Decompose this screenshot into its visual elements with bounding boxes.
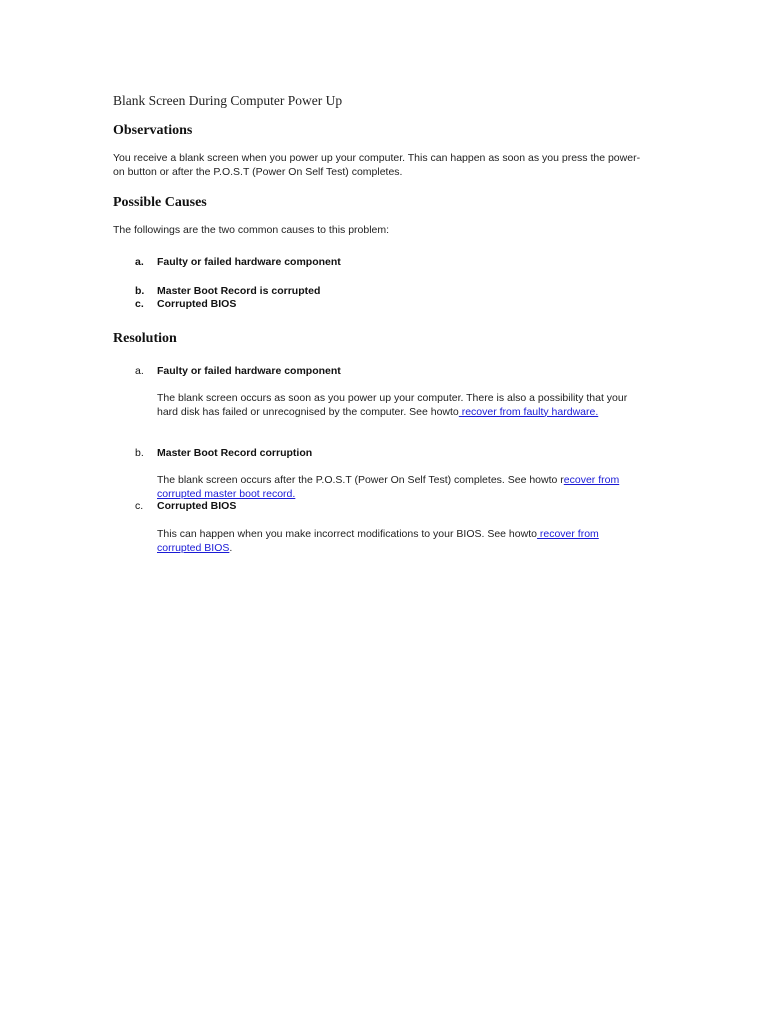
- cause-label: Master Boot Record is corrupted: [157, 285, 321, 297]
- list-marker: c.: [135, 500, 144, 512]
- cause-item: [135, 298, 236, 312]
- resolution-heading: Resolution: [113, 331, 177, 346]
- recover-master-boot-record-link[interactable]: ecover from corrupted master boot record.: [157, 474, 620, 500]
- recover-bios-link[interactable]: recover from corrupted BIOS: [157, 528, 599, 554]
- cause-item: [135, 285, 320, 299]
- cause-item: [135, 256, 341, 270]
- list-marker: b.: [135, 447, 144, 459]
- resolution-after: .: [229, 541, 233, 554]
- document-title: Blank Screen During Computer Power Up: [113, 93, 343, 108]
- resolution-label: Faulty or failed hardware component: [157, 365, 341, 377]
- resolution-body: This can happen when you make incorrect modifications to your BIOS. See howto: [157, 528, 537, 540]
- cause-label: Faulty or failed hardware component: [157, 256, 341, 268]
- observations-text: You receive a blank screen when you power up your computer. This can happen as soon as you press the power-on button or after the P.O.S.T (Power On Self Test) completes.: [113, 152, 641, 178]
- list-marker: c.: [135, 298, 144, 310]
- resolution-item: [135, 365, 341, 379]
- resolution-text: [157, 392, 643, 419]
- resolution-item: [135, 447, 312, 461]
- list-marker: b.: [135, 285, 145, 297]
- resolution-body: The blank screen occurs as soon as you power up your computer. There is also a possibility that your hard disk has failed or unrecognised by the computer. See howto: [157, 392, 628, 418]
- recover-faulty-hardware-link[interactable]: recover from faulty hardware.: [458, 405, 599, 418]
- resolution-label: Master Boot Record corruption: [157, 447, 313, 459]
- resolution-label: Corrupted BIOS: [157, 500, 237, 512]
- resolution-text: [157, 528, 643, 555]
- causes-intro: The followings are the two common causes to this problem:: [113, 224, 390, 236]
- resolution-item: [135, 500, 236, 514]
- list-marker: a.: [135, 256, 144, 268]
- list-marker: a.: [135, 365, 144, 377]
- cause-label: Corrupted BIOS: [157, 298, 237, 310]
- resolution-text: [157, 474, 643, 501]
- possible-causes-heading: Possible Causes: [113, 195, 207, 210]
- observations-heading: Observations: [113, 123, 193, 138]
- resolution-body: The blank screen occurs after the P.O.S.T (Power On Self Test) completes. See howto r: [157, 474, 564, 486]
